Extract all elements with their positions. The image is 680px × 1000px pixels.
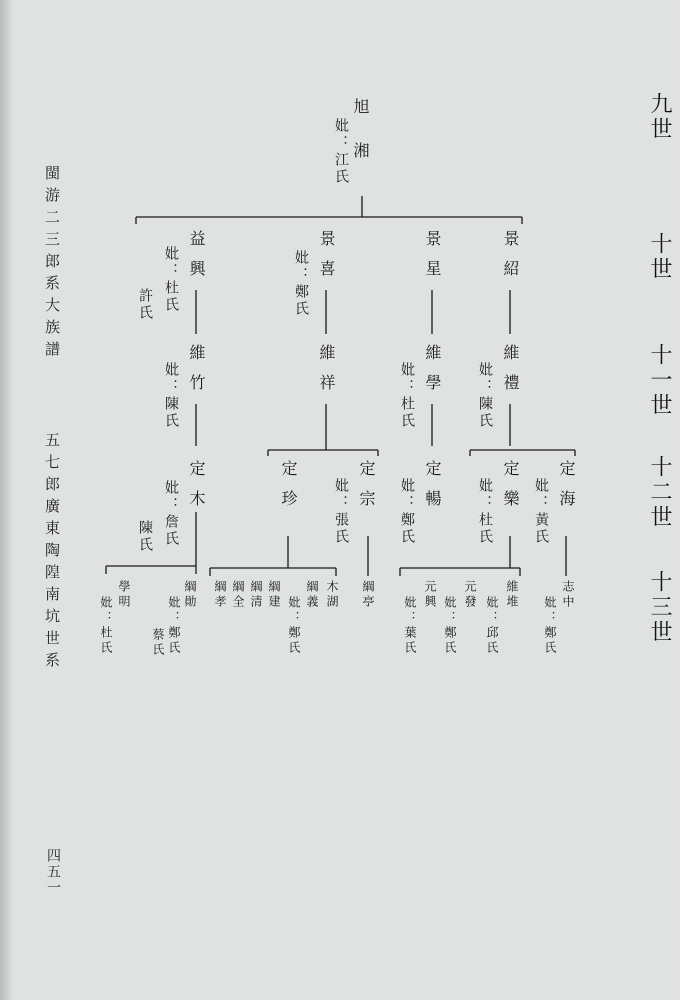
person-yuan-xing-spouse: 妣：葉氏: [403, 596, 417, 656]
person-wei-zhu-name: 維竹: [187, 344, 206, 404]
person-ding-zong-name: 定宗: [357, 460, 376, 520]
person-gang-ting-name: 綱亭: [361, 580, 375, 610]
person-wei-dui-spouse: 妣：邱氏: [485, 596, 499, 656]
person-xue-ming-spouse: 妣：杜氏: [99, 596, 113, 656]
person-wei-xue-spouse: 妣：杜氏: [399, 362, 415, 430]
person-wei-xiang-name: 維祥: [317, 344, 336, 404]
person-ding-mu-spouse2: 陳氏: [137, 520, 153, 554]
person-gang-xun-spouse: 妣：鄭氏: [167, 596, 181, 656]
person-wei-xue-name: 維學: [423, 344, 442, 404]
person-gang-xiao-name: 綱孝: [213, 580, 227, 610]
person-ding-le-name: 定樂: [501, 460, 520, 520]
generation-label-13: 十三世: [647, 570, 672, 645]
person-jing-xing-name: 景星: [423, 230, 442, 290]
person-xue-ming-name: 學明: [117, 580, 131, 610]
person-yuan-fa-name: 元發: [463, 580, 477, 610]
person-ding-mu-name: 定木: [187, 460, 206, 520]
person-jing-xi-spouse: 妣：鄭氏: [293, 250, 309, 318]
person-gang-xun-spouse2: 蔡氏: [151, 628, 165, 658]
person-jing-xi-name: 景喜: [317, 230, 336, 290]
person-ding-le-spouse: 妣：杜氏: [477, 478, 493, 546]
person-gang-jian-name: 綱建: [267, 580, 281, 610]
person-mu-hu-name: 木湖: [325, 580, 339, 610]
person-ding-chang-spouse: 妣：鄭氏: [399, 478, 415, 546]
person-ding-chang-name: 定暢: [423, 460, 442, 520]
person-yuan-fa-spouse: 妣：鄭氏: [443, 596, 457, 656]
book-title: 閩游二三郎系大族譜: [43, 165, 61, 363]
person-zhi-zhong-name: 志中: [561, 580, 575, 610]
page-number: 四五一: [45, 848, 61, 896]
person-gang-yi-name: 綱義: [305, 580, 319, 610]
person-xu-name: 旭: [351, 98, 370, 128]
generation-label-11: 十一世: [647, 343, 672, 418]
person-wei-li-name: 維禮: [501, 344, 520, 404]
person-ding-zhen-name: 定珍: [279, 460, 298, 520]
generation-label-12: 十二世: [647, 455, 672, 530]
person-jing-yi-name: 益興: [187, 230, 206, 290]
person-gang-yi-spouse: 妣：鄭氏: [287, 596, 301, 656]
person-wei-zhu-spouse: 妣：陳氏: [163, 362, 179, 430]
person-wei-li-spouse: 妣：陳氏: [477, 362, 493, 430]
person-jing-yi-spouse: 妣：杜氏: [163, 246, 179, 314]
person-gang-qing-name: 綱清: [249, 580, 263, 610]
person-jing-shao-name: 景紹: [501, 230, 520, 290]
section-title: 五七郎廣東陶隍南坑世系: [43, 432, 61, 674]
person-jing-yi-spouse2: 許氏: [137, 288, 153, 322]
generation-label-9: 九世: [647, 92, 672, 142]
person-wei-dui-name: 維堆: [505, 580, 519, 610]
person-ding-mu-spouse: 妣：詹氏: [163, 480, 179, 548]
generation-label-10: 十世: [647, 232, 672, 282]
person-gang-quan-name: 綱全: [231, 580, 245, 610]
person-ding-hai-name: 定海: [557, 460, 576, 520]
person-xu-spouse-name: 湘: [351, 142, 370, 172]
person-yuan-xing-name: 元興: [423, 580, 437, 610]
person-ding-zong-spouse: 妣：張氏: [333, 478, 349, 546]
person-ding-hai-spouse: 妣：黃氏: [533, 478, 549, 546]
person-zhi-zhong-spouse: 妣：鄭氏: [543, 596, 557, 656]
person-xu-spouse: 妣：江氏: [333, 118, 349, 186]
person-gang-xun-name: 綱勛: [183, 580, 197, 610]
